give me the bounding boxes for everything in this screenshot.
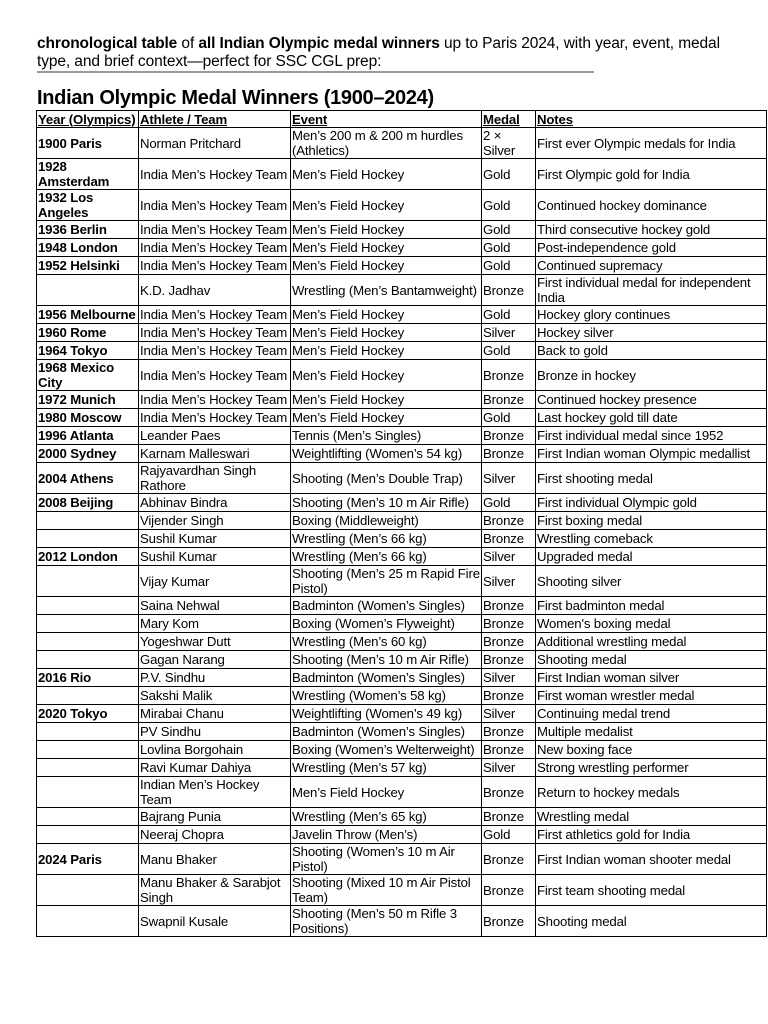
athlete-cell: India Men’s Hockey Team xyxy=(139,342,291,360)
table-row xyxy=(37,159,767,190)
event-cell: Shooting (Men’s 10 m Air Rifle) xyxy=(291,494,482,512)
medal-cell: Bronze xyxy=(482,875,536,906)
medal-cell: Silver xyxy=(482,759,536,777)
event-cell: Javelin Throw (Men’s) xyxy=(291,826,482,844)
table-row xyxy=(37,669,767,687)
athlete-cell: India Men’s Hockey Team xyxy=(139,324,291,342)
table-row xyxy=(37,826,767,844)
notes-cell: Wrestling medal xyxy=(536,808,767,826)
medal-cell: Gold xyxy=(482,494,536,512)
table-row xyxy=(37,844,767,875)
medal-cell: Bronze xyxy=(482,391,536,409)
medal-cell: Bronze xyxy=(482,844,536,875)
notes-cell: Hockey silver xyxy=(536,324,767,342)
athlete-cell: Manu Bhaker xyxy=(139,844,291,875)
table-row xyxy=(37,512,767,530)
year-cell: 1960 Rome xyxy=(37,324,139,342)
year-cell xyxy=(37,597,139,615)
table-row xyxy=(37,324,767,342)
medal-cell: Bronze xyxy=(482,597,536,615)
medal-cell: Bronze xyxy=(482,512,536,530)
table-row xyxy=(37,548,767,566)
table-header-row xyxy=(37,111,767,128)
notes-cell: Third consecutive hockey gold xyxy=(536,221,767,239)
intro-bold-2: all Indian Olympic medal winners xyxy=(198,35,440,52)
athlete-cell: Sushil Kumar xyxy=(139,548,291,566)
notes-cell: Strong wrestling performer xyxy=(536,759,767,777)
event-cell: Men’s Field Hockey xyxy=(291,306,482,324)
year-cell: 2004 Athens xyxy=(37,463,139,494)
notes-cell: Continued hockey presence xyxy=(536,391,767,409)
notes-cell: First shooting medal xyxy=(536,463,767,494)
event-cell: Men’s Field Hockey xyxy=(291,221,482,239)
table-row xyxy=(37,723,767,741)
athlete-cell: Sushil Kumar xyxy=(139,530,291,548)
athlete-cell: India Men’s Hockey Team xyxy=(139,409,291,427)
medal-cell: Bronze xyxy=(482,445,536,463)
athlete-cell: Gagan Narang xyxy=(139,651,291,669)
table-row xyxy=(37,875,767,906)
document-title: Indian Olympic Medal Winners (1900–2024) xyxy=(37,87,434,109)
medal-cell: Bronze xyxy=(482,741,536,759)
medal-cell: Gold xyxy=(482,239,536,257)
year-cell: 2024 Paris xyxy=(37,844,139,875)
year-cell: 1952 Helsinki xyxy=(37,257,139,275)
intro-text-2: up to Paris 2024, with year, event, medal type, and brief context—perfect for SSC CGL prep: xyxy=(37,35,720,70)
athlete-cell: Mirabai Chanu xyxy=(139,705,291,723)
notes-cell: Continued hockey dominance xyxy=(536,190,767,221)
header-athlete: Athlete / Team xyxy=(139,111,291,128)
athlete-cell: Sakshi Malik xyxy=(139,687,291,705)
year-cell: 1980 Moscow xyxy=(37,409,139,427)
notes-cell: Women's boxing medal xyxy=(536,615,767,633)
table-row xyxy=(37,759,767,777)
header-event: Event xyxy=(291,111,482,128)
year-cell xyxy=(37,512,139,530)
medal-cell: Bronze xyxy=(482,687,536,705)
notes-cell: First boxing medal xyxy=(536,512,767,530)
event-cell: Wrestling (Men’s 66 kg) xyxy=(291,530,482,548)
intro-text-1: of xyxy=(177,35,199,52)
year-cell: 1972 Munich xyxy=(37,391,139,409)
event-cell: Men’s Field Hockey xyxy=(291,159,482,190)
medal-cell: Bronze xyxy=(482,530,536,548)
year-cell: 1936 Berlin xyxy=(37,221,139,239)
year-cell: 2000 Sydney xyxy=(37,445,139,463)
year-cell: 1932 Los Angeles xyxy=(37,190,139,221)
athlete-cell: K.D. Jadhav xyxy=(139,275,291,306)
medal-cell: 2 × Silver xyxy=(482,128,536,159)
event-cell: Shooting (Men’s Double Trap) xyxy=(291,463,482,494)
athlete-cell: India Men’s Hockey Team xyxy=(139,221,291,239)
medal-cell: Silver xyxy=(482,548,536,566)
notes-cell: First team shooting medal xyxy=(536,875,767,906)
event-cell: Shooting (Mixed 10 m Air Pistol Team) xyxy=(291,875,482,906)
medal-cell: Silver xyxy=(482,705,536,723)
event-cell: Men’s Field Hockey xyxy=(291,360,482,391)
table-row xyxy=(37,275,767,306)
athlete-cell: Vijay Kumar xyxy=(139,566,291,597)
year-cell: 2012 London xyxy=(37,548,139,566)
medal-cell: Gold xyxy=(482,826,536,844)
year-cell: 1968 Mexico City xyxy=(37,360,139,391)
event-cell: Men’s Field Hockey xyxy=(291,257,482,275)
medal-cell: Gold xyxy=(482,306,536,324)
table-row xyxy=(37,445,767,463)
notes-cell: Continued supremacy xyxy=(536,257,767,275)
medal-cell: Bronze xyxy=(482,808,536,826)
notes-cell: First woman wrestler medal xyxy=(536,687,767,705)
notes-cell: First individual medal for independent India xyxy=(536,275,767,306)
year-cell xyxy=(37,566,139,597)
divider-line xyxy=(37,71,594,73)
medal-cell: Bronze xyxy=(482,777,536,808)
year-cell: 1964 Tokyo xyxy=(37,342,139,360)
event-cell: Wrestling (Men’s 57 kg) xyxy=(291,759,482,777)
event-cell: Men’s Field Hockey xyxy=(291,777,482,808)
table-row xyxy=(37,494,767,512)
athlete-cell: India Men’s Hockey Team xyxy=(139,159,291,190)
event-cell: Men’s Field Hockey xyxy=(291,391,482,409)
year-cell: 2020 Tokyo xyxy=(37,705,139,723)
year-cell xyxy=(37,826,139,844)
year-cell: 1948 London xyxy=(37,239,139,257)
medal-cell: Gold xyxy=(482,342,536,360)
athlete-cell: Karnam Malleswari xyxy=(139,445,291,463)
athlete-cell: India Men’s Hockey Team xyxy=(139,391,291,409)
year-cell xyxy=(37,633,139,651)
event-cell: Badminton (Women’s Singles) xyxy=(291,723,482,741)
notes-cell: Shooting medal xyxy=(536,906,767,937)
athlete-cell: Neeraj Chopra xyxy=(139,826,291,844)
medal-cell: Silver xyxy=(482,463,536,494)
table-row xyxy=(37,687,767,705)
table-row xyxy=(37,651,767,669)
athlete-cell: Mary Kom xyxy=(139,615,291,633)
event-cell: Boxing (Middleweight) xyxy=(291,512,482,530)
table-row xyxy=(37,409,767,427)
medal-cell: Silver xyxy=(482,669,536,687)
year-cell xyxy=(37,777,139,808)
medal-cell: Bronze xyxy=(482,723,536,741)
year-cell: 2016 Rio xyxy=(37,669,139,687)
notes-cell: Multiple medalist xyxy=(536,723,767,741)
medal-cell: Gold xyxy=(482,257,536,275)
event-cell: Tennis (Men’s Singles) xyxy=(291,427,482,445)
notes-cell: Back to gold xyxy=(536,342,767,360)
notes-cell: Upgraded medal xyxy=(536,548,767,566)
medal-cell: Bronze xyxy=(482,651,536,669)
year-cell: 1956 Melbourne xyxy=(37,306,139,324)
event-cell: Men’s 200 m & 200 m hurdles (Athletics) xyxy=(291,128,482,159)
table-row xyxy=(37,777,767,808)
athlete-cell: India Men’s Hockey Team xyxy=(139,239,291,257)
event-cell: Boxing (Women’s Welterweight) xyxy=(291,741,482,759)
event-cell: Wrestling (Men’s 66 kg) xyxy=(291,548,482,566)
year-cell xyxy=(37,808,139,826)
year-cell xyxy=(37,906,139,937)
header-notes: Notes xyxy=(536,111,767,128)
notes-cell: Shooting silver xyxy=(536,566,767,597)
medal-cell: Bronze xyxy=(482,275,536,306)
event-cell: Wrestling (Women’s 58 kg) xyxy=(291,687,482,705)
medal-cell: Bronze xyxy=(482,615,536,633)
table-row xyxy=(37,741,767,759)
year-cell: 2008 Beijing xyxy=(37,494,139,512)
year-cell: 1996 Atlanta xyxy=(37,427,139,445)
medal-cell: Silver xyxy=(482,566,536,597)
athlete-cell: India Men’s Hockey Team xyxy=(139,190,291,221)
year-cell xyxy=(37,723,139,741)
table-row xyxy=(37,257,767,275)
year-cell xyxy=(37,530,139,548)
notes-cell: New boxing face xyxy=(536,741,767,759)
notes-cell: First Indian woman silver xyxy=(536,669,767,687)
athlete-cell: Rajyavardhan Singh Rathore xyxy=(139,463,291,494)
notes-cell: Continuing medal trend xyxy=(536,705,767,723)
notes-cell: First badminton medal xyxy=(536,597,767,615)
medal-cell: Gold xyxy=(482,190,536,221)
notes-cell: First Indian woman shooter medal xyxy=(536,844,767,875)
notes-cell: Return to hockey medals xyxy=(536,777,767,808)
event-cell: Shooting (Men’s 50 m Rifle 3 Positions) xyxy=(291,906,482,937)
event-cell: Shooting (Women’s 10 m Air Pistol) xyxy=(291,844,482,875)
table-row xyxy=(37,306,767,324)
notes-cell: Last hockey gold till date xyxy=(536,409,767,427)
table-row xyxy=(37,566,767,597)
event-cell: Wrestling (Men’s Bantamweight) xyxy=(291,275,482,306)
table-row xyxy=(37,615,767,633)
table-row xyxy=(37,705,767,723)
table-row xyxy=(37,128,767,159)
table-row xyxy=(37,463,767,494)
athlete-cell: PV Sindhu xyxy=(139,723,291,741)
table-row xyxy=(37,427,767,445)
table-row xyxy=(37,342,767,360)
athlete-cell: Swapnil Kusale xyxy=(139,906,291,937)
athlete-cell: Indian Men’s Hockey Team xyxy=(139,777,291,808)
medal-cell: Gold xyxy=(482,221,536,239)
year-cell xyxy=(37,875,139,906)
year-cell xyxy=(37,651,139,669)
notes-cell: Hockey glory continues xyxy=(536,306,767,324)
year-cell: 1900 Paris xyxy=(37,128,139,159)
year-cell: 1928 Amsterdam xyxy=(37,159,139,190)
event-cell: Boxing (Women’s Flyweight) xyxy=(291,615,482,633)
notes-cell: Additional wrestling medal xyxy=(536,633,767,651)
table-row xyxy=(37,530,767,548)
athlete-cell: Leander Paes xyxy=(139,427,291,445)
medal-cell: Bronze xyxy=(482,633,536,651)
notes-cell: Bronze in hockey xyxy=(536,360,767,391)
athlete-cell: India Men’s Hockey Team xyxy=(139,306,291,324)
athlete-cell: Bajrang Punia xyxy=(139,808,291,826)
athlete-cell: Norman Pritchard xyxy=(139,128,291,159)
table-row xyxy=(37,190,767,221)
event-cell: Men’s Field Hockey xyxy=(291,409,482,427)
table-row xyxy=(37,597,767,615)
medal-cell: Bronze xyxy=(482,906,536,937)
event-cell: Weightlifting (Women’s 49 kg) xyxy=(291,705,482,723)
athlete-cell: India Men’s Hockey Team xyxy=(139,360,291,391)
header-year: Year (Olympics) xyxy=(37,111,139,128)
athlete-cell: Ravi Kumar Dahiya xyxy=(139,759,291,777)
medal-cell: Gold xyxy=(482,159,536,190)
event-cell: Weightlifting (Women’s 54 kg) xyxy=(291,445,482,463)
notes-cell: First individual medal since 1952 xyxy=(536,427,767,445)
event-cell: Wrestling (Men’s 60 kg) xyxy=(291,633,482,651)
notes-cell: First individual Olympic gold xyxy=(536,494,767,512)
event-cell: Wrestling (Men’s 65 kg) xyxy=(291,808,482,826)
intro-bold-1: chronological table xyxy=(37,35,178,52)
medal-cell: Silver xyxy=(482,324,536,342)
table-body xyxy=(37,128,767,937)
table-row xyxy=(37,360,767,391)
table-row xyxy=(37,221,767,239)
year-cell xyxy=(37,615,139,633)
table-row xyxy=(37,808,767,826)
athlete-cell: Abhinav Bindra xyxy=(139,494,291,512)
event-cell: Shooting (Men’s 10 m Air Rifle) xyxy=(291,651,482,669)
medal-table xyxy=(36,110,767,937)
medal-cell: Gold xyxy=(482,409,536,427)
table-row xyxy=(37,239,767,257)
notes-cell: Post-independence gold xyxy=(536,239,767,257)
notes-cell: First Olympic gold for India xyxy=(536,159,767,190)
event-cell: Men’s Field Hockey xyxy=(291,342,482,360)
table-row xyxy=(37,906,767,937)
table-row xyxy=(37,633,767,651)
year-cell xyxy=(37,687,139,705)
year-cell xyxy=(37,741,139,759)
year-cell xyxy=(37,275,139,306)
athlete-cell: Manu Bhaker & Sarabjot Singh xyxy=(139,875,291,906)
notes-cell: First ever Olympic medals for India xyxy=(536,128,767,159)
athlete-cell: India Men’s Hockey Team xyxy=(139,257,291,275)
event-cell: Men’s Field Hockey xyxy=(291,190,482,221)
medal-cell: Bronze xyxy=(482,360,536,391)
event-cell: Men’s Field Hockey xyxy=(291,324,482,342)
notes-cell: First athletics gold for India xyxy=(536,826,767,844)
medal-cell: Bronze xyxy=(482,427,536,445)
athlete-cell: Vijender Singh xyxy=(139,512,291,530)
athlete-cell: P.V. Sindhu xyxy=(139,669,291,687)
intro-text xyxy=(37,35,737,71)
notes-cell: First Indian woman Olympic medallist xyxy=(536,445,767,463)
event-cell: Badminton (Women’s Singles) xyxy=(291,669,482,687)
athlete-cell: Saina Nehwal xyxy=(139,597,291,615)
table-row xyxy=(37,391,767,409)
event-cell: Men’s Field Hockey xyxy=(291,239,482,257)
athlete-cell: Lovlina Borgohain xyxy=(139,741,291,759)
header-medal: Medal xyxy=(482,111,536,128)
notes-cell: Shooting medal xyxy=(536,651,767,669)
event-cell: Badminton (Women’s Singles) xyxy=(291,597,482,615)
notes-cell: Wrestling comeback xyxy=(536,530,767,548)
event-cell: Shooting (Men’s 25 m Rapid Fire Pistol) xyxy=(292,566,480,596)
year-cell xyxy=(37,759,139,777)
athlete-cell: Yogeshwar Dutt xyxy=(139,633,291,651)
